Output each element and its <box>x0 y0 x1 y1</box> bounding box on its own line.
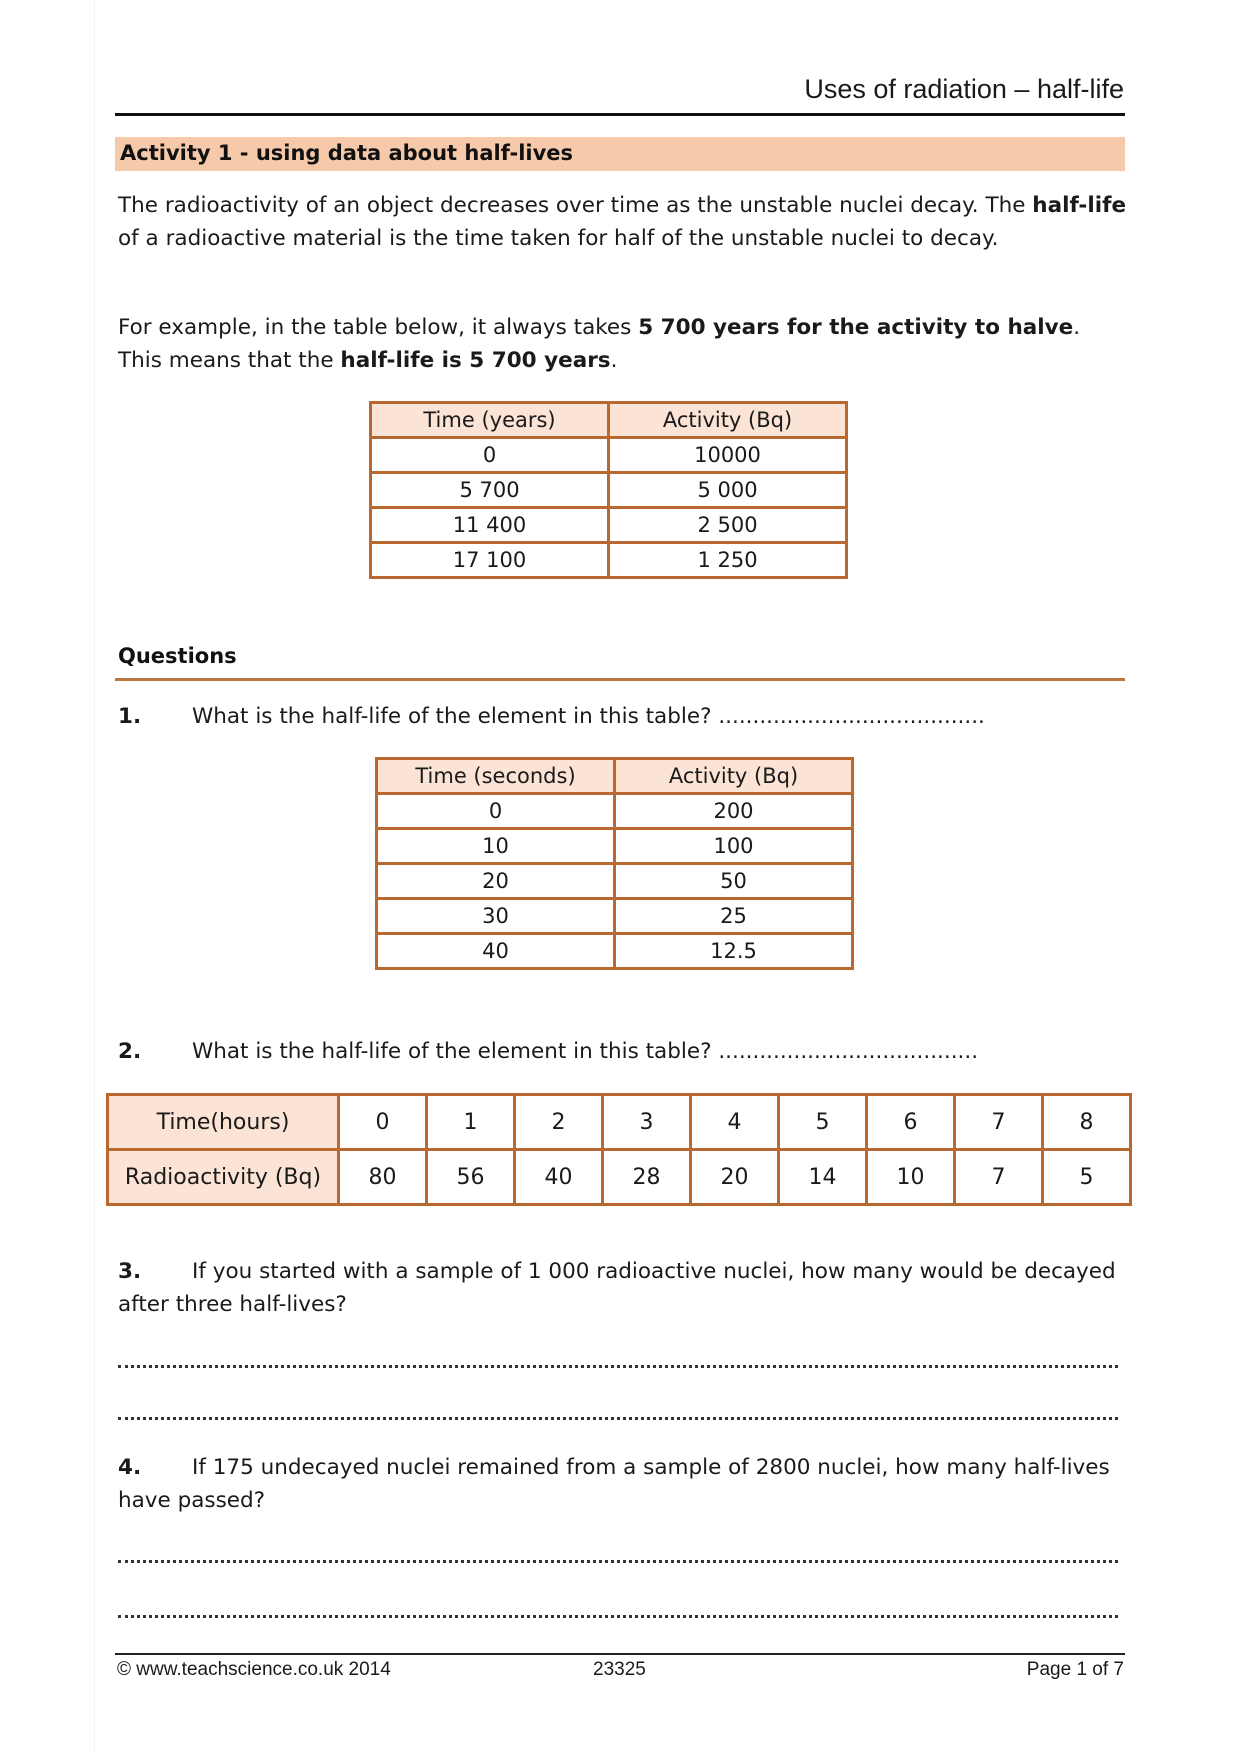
intro-paragraph <box>118 189 1128 255</box>
column-header-time: Time (seconds) <box>377 759 615 794</box>
cell-time: 30 <box>377 899 615 934</box>
question-number: 3. <box>118 1259 142 1284</box>
example-half-life-table <box>369 401 848 579</box>
cell-activity: 25 <box>615 899 853 934</box>
answer-blank[interactable]: ...................................... <box>718 1039 979 1064</box>
example-text-1: For example, in the table below, it always takes <box>118 315 639 340</box>
column-header-activity: Activity (Bq) <box>609 403 847 438</box>
cell-time: 7 <box>955 1095 1043 1150</box>
question-number: 2. <box>118 1039 142 1064</box>
row-header-time: Time(hours) <box>108 1095 339 1150</box>
table-row <box>377 899 853 934</box>
table-header-row <box>371 403 847 438</box>
question-text: What is the half-life of the element in this table? <box>192 704 719 729</box>
question-text: What is the half-life of the element in this table? <box>192 1039 719 1064</box>
cell-time: 20 <box>377 864 615 899</box>
cell-time: 4 <box>691 1095 779 1150</box>
cell-activity: 20 <box>691 1150 779 1205</box>
row-header-radioactivity: Radioactivity (Bq) <box>108 1150 339 1205</box>
example-text-2: . This means that the <box>118 315 1081 373</box>
cell-time: 1 <box>427 1095 515 1150</box>
page-title: Uses of radiation – half-life <box>804 74 1124 104</box>
cell-activity: 28 <box>603 1150 691 1205</box>
cell-activity: 80 <box>339 1150 427 1205</box>
activity-heading-bar <box>115 137 1125 171</box>
table-header-row <box>377 759 853 794</box>
cell-time: 0 <box>377 794 615 829</box>
cell-activity: 200 <box>615 794 853 829</box>
cell-activity: 40 <box>515 1150 603 1205</box>
cell-activity: 2 500 <box>609 508 847 543</box>
column-header-activity: Activity (Bq) <box>615 759 853 794</box>
cell-activity: 50 <box>615 864 853 899</box>
cell-time: 5 700 <box>371 473 609 508</box>
cell-activity: 10 <box>867 1150 955 1205</box>
questions-heading: Questions <box>118 644 237 668</box>
questions-divider <box>115 678 1125 681</box>
cell-time: 0 <box>371 438 609 473</box>
cell-activity: 100 <box>615 829 853 864</box>
cell-time: 2 <box>515 1095 603 1150</box>
cell-time: 5 <box>779 1095 867 1150</box>
table-row <box>371 473 847 508</box>
example-bold-1: 5 700 years for the activity to halve <box>638 315 1074 340</box>
header-divider <box>115 113 1125 116</box>
cell-activity: 12.5 <box>615 934 853 969</box>
table-row <box>377 934 853 969</box>
question-2 <box>118 1035 1118 1068</box>
question-2-table <box>106 1093 1132 1206</box>
question-3 <box>118 1255 1118 1321</box>
question-text: If 175 undecayed nuclei remained from a sample of 2800 nuclei, how many half-lives have passed? <box>118 1455 1110 1513</box>
question-number: 4. <box>118 1455 142 1480</box>
example-text-3: . <box>610 348 618 373</box>
question-1 <box>118 700 1118 733</box>
table-row-radioactivity <box>108 1150 1131 1205</box>
footer-page-number: Page 1 of 7 <box>1026 1659 1124 1680</box>
cell-activity: 7 <box>955 1150 1043 1205</box>
cell-activity: 10000 <box>609 438 847 473</box>
answer-line[interactable] <box>118 1611 1118 1618</box>
table-row <box>371 438 847 473</box>
example-bold-2: half-life is 5 700 years <box>340 348 611 373</box>
page-edge <box>94 0 95 1754</box>
cell-activity: 1 250 <box>609 543 847 578</box>
activity-title: Activity 1 - using data about half-lives <box>120 141 574 165</box>
cell-time: 17 100 <box>371 543 609 578</box>
cell-activity: 5 <box>1043 1150 1131 1205</box>
cell-activity: 14 <box>779 1150 867 1205</box>
cell-activity: 5 000 <box>609 473 847 508</box>
table-row <box>371 543 847 578</box>
intro-text-2: of a radioactive material is the time taken for half of the unstable nuclei to decay. <box>118 226 999 251</box>
cell-time: 3 <box>603 1095 691 1150</box>
table-row <box>377 794 853 829</box>
intro-text-1: The radioactivity of an object decreases over time as the unstable nuclei decay. The <box>118 193 1033 218</box>
footer-divider <box>115 1653 1125 1655</box>
answer-line[interactable] <box>118 1413 1118 1420</box>
example-paragraph <box>118 311 1128 377</box>
cell-time: 10 <box>377 829 615 864</box>
cell-time: 40 <box>377 934 615 969</box>
question-4 <box>118 1451 1118 1517</box>
table-row <box>371 508 847 543</box>
table-row <box>377 829 853 864</box>
table-row-time <box>108 1095 1131 1150</box>
column-header-time: Time (years) <box>371 403 609 438</box>
table-row <box>377 864 853 899</box>
cell-time: 6 <box>867 1095 955 1150</box>
cell-time: 11 400 <box>371 508 609 543</box>
answer-line[interactable] <box>118 1361 1118 1368</box>
cell-activity: 56 <box>427 1150 515 1205</box>
question-number: 1. <box>118 704 142 729</box>
cell-time: 8 <box>1043 1095 1131 1150</box>
answer-line[interactable] <box>118 1556 1118 1563</box>
footer-document-code: 23325 <box>593 1659 646 1680</box>
footer-copyright: © www.teachscience.co.uk 2014 <box>117 1659 391 1680</box>
intro-bold-half-life: half-life <box>1032 193 1127 218</box>
answer-blank[interactable]: ....................................... <box>718 704 985 729</box>
question-1-table <box>375 757 854 970</box>
cell-time: 0 <box>339 1095 427 1150</box>
question-text: If you started with a sample of 1 000 radioactive nuclei, how many would be decayed after three half-lives? <box>118 1259 1116 1317</box>
